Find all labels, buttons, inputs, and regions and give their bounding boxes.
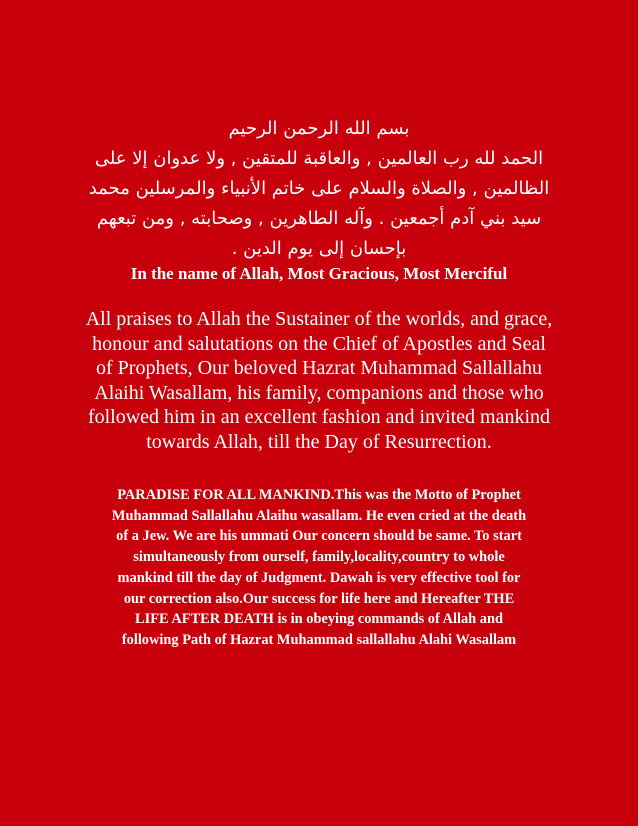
motto-paragraph: PARADISE FOR ALL MANKIND.This was the Motto of Prophet Muhammad Sallallahu Alaihu wasallam. He even cried at the death of a Jew. We are his ummati Our concern should be same. To start simultaneously from ourself, family,locality,country to whole mankind till the day of Judgment. Dawah is very effective tool for our correction also.Our success for life here and Hereafter THE LIFE AFTER DEATH is in obeying commands of Allah and following Path of Hazrat Muhammad sallallahu Alahi Wasallam	[111, 487, 527, 648]
translation-paragraph: All praises to Allah the Sustainer of the worlds, and grace, honour and salutations on the Chief of Apostles and Seal of Prophets, Our beloved Hazrat Muhammad Sallallahu Alaihi Wasallam, his family, companions and those who followed him in an excellent fashion and invited mankind towards Allah, till the Day of Resurrection.	[85, 308, 553, 453]
arabic-invocation: بسم الله الرحمن الرحيم الحمد لله رب العالمين , والعاقبة للمتقين , ولا عدوان إلا على الظالمين , والصلاة والسلام على خاتم الأنبياء والمرسلين محمد سيد بني آدم أجمعين . وآله الطاهرين , وصحابته , ومن تبعهم بإحسان إلى يوم الدين .	[88, 118, 550, 259]
translation-title: In the name of Allah, Most Gracious, Most Merciful	[130, 264, 508, 283]
